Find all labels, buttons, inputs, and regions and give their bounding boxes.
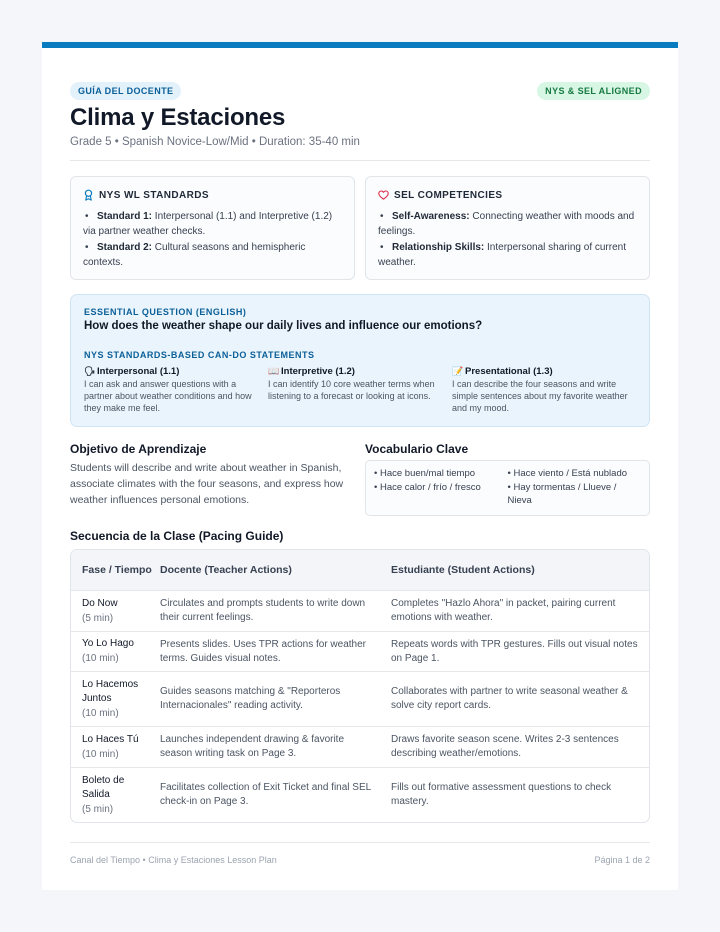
open-book-icon: 📖 [268,365,280,376]
standards-heading-text: NYS WL STANDARDS [99,189,209,201]
phase-time: (10 min) [82,707,119,719]
vocab-item: • Hace buen/mal tiempo [374,468,476,479]
phase-name: Lo Haces Tú [82,733,139,745]
phase-name: Do Now [82,597,118,609]
learning-objective [70,442,350,508]
phase-time: (5 min) [82,803,114,815]
footer-divider [70,842,650,843]
student-action: Collaborates with partner to write seasonal weather & solve city report cards. [391,686,628,711]
page-subtitle: Grade 5 • Spanish Novice-Low/Mid • Duration: 35-40 min [70,136,360,148]
sel-list [378,210,638,270]
teacher-guide-badge: GUÍA DEL DOCENTE [70,82,181,100]
objective-title: Objetivo de Aprendizaje [70,442,207,456]
table-row [71,767,649,822]
vocab-column [508,467,642,509]
standards-list [83,210,343,270]
table-row [71,726,649,767]
table-header-row [71,550,649,590]
phase-time: (5 min) [82,612,114,624]
vocab-box [365,460,650,516]
phase-name: Yo Lo Hago [82,638,134,649]
memo-icon: 📝 [452,365,464,376]
vocab-item: • Hay tormentas / Llueve / Nieva [507,481,617,506]
speaking-head-icon: 🗣 [84,365,96,376]
sequence-title: Secuencia de la Clase (Pacing Guide) [70,529,284,543]
cando-interpersonal: 🗣 Interpersonal (1.1) I can ask and answer questions with a partner about weather conditions and how they make me feel. [84,365,252,413]
sel-heading-text: SEL COMPETENCIES [394,189,503,201]
standards-card [70,176,355,280]
teacher-action: Presents slides. Uses TPR actions for weather terms. Guides visual notes. [160,638,367,664]
pacing-guide-table [70,549,650,823]
cando-interpretive: 📖 Interpretive (1.2) I can identify 10 core weather terms when listening to a forecast or looking at icons. [268,365,435,401]
heart-icon [378,189,389,201]
table-row [71,671,649,726]
phase-name: Boleto de Salida [82,774,125,800]
cando-statements [84,365,636,414]
header-teacher: Docente (Teacher Actions) [160,564,292,576]
header-student: Estudiante (Student Actions) [391,564,535,576]
sel-heading [378,188,638,202]
footer-title: Canal del Tiempo • Clima y Estaciones Lesson Plan [70,855,277,865]
student-action: Draws favorite season scene. Writes 2-3 sentences describing weather/emotions. [391,734,619,759]
teacher-action: Guides seasons matching & "Reporteros Internacionales" reading activity. [160,686,341,711]
header-divider [70,160,650,161]
vocab-item: • Hace viento / Está nublado [507,468,628,479]
sel-item: • Relationship Skills: Interpersonal sharing of current weather. [378,242,626,268]
student-action: Fills out formative assessment questions to check mastery. [391,782,612,807]
essential-question-label: ESSENTIAL QUESTION (ENGLISH) [84,307,247,317]
vocab-column [374,467,508,509]
cando-label: NYS STANDARDS-BASED CAN-DO STATEMENTS [84,350,315,360]
table-row [71,631,649,671]
phase-time: (10 min) [82,653,119,664]
header-phase: Fase / Tiempo [82,564,152,576]
header-badges [70,82,650,100]
lesson-plan-page [42,42,678,890]
sel-card [365,176,650,280]
phase-name: Lo Hacemos Juntos [82,678,139,704]
standards-item: • Standard 1: Interpersonal (1.1) and Interpretive (1.2) via partner weather checks. [83,211,333,237]
sel-item: • Self-Awareness: Connecting weather with moods and feelings. [378,211,635,237]
page-title: Clima y Estaciones [70,104,286,131]
student-action: Repeats words with TPR gestures. Fills out visual notes on Page 1. [391,638,638,664]
vocab-item: • Hace calor / frío / fresco [374,481,481,493]
vocab-title: Vocabulario Clave [365,442,469,456]
student-action: Completes "Hazlo Ahora" in packet, pairing current emotions with weather. [391,598,616,623]
page-number: Página 1 de 2 [594,855,650,865]
award-ribbon-icon [83,189,94,201]
teacher-action: Facilitates collection of Exit Ticket and final SEL check-in on Page 3. [160,782,371,807]
essential-question-text: How does the weather shape our daily lives and influence our emotions? [84,320,483,332]
standards-heading [83,188,343,202]
essential-question-panel [70,294,650,427]
objective-text: Students will describe and write about weather in Spanish, associate climates with the four seasons, and express how weather influences personal emotions. [70,462,344,506]
aligned-badge: NYS & SEL ALIGNED [537,82,650,100]
standards-item: • Standard 2: Cultural seasons and hemispheric contexts. [83,242,306,268]
key-vocabulary [365,442,650,516]
table-row [71,590,649,631]
teacher-action: Circulates and prompts students to write down their current feelings. [160,598,366,623]
teacher-action: Launches independent drawing & favorite season writing task on Page 3. [160,734,345,759]
cando-presentational: 📝 Presentational (1.3) I can describe the four seasons and write simple sentences about my favorite weather and my mood. [452,365,628,413]
phase-time: (10 min) [82,748,119,760]
